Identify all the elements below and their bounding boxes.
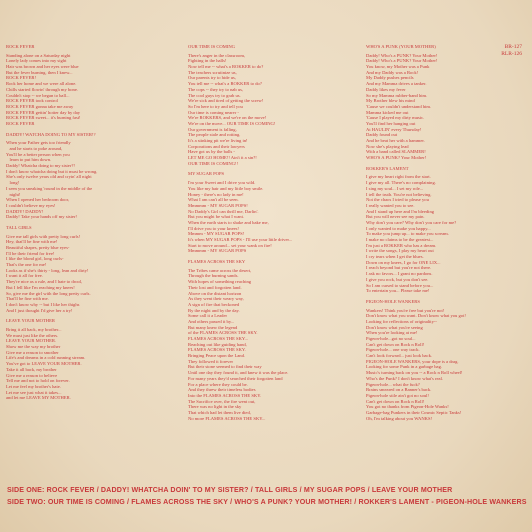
- lyric-line: I make no claims to be the greatest...: [366, 237, 434, 243]
- lyric-line: There was no light in the sky: [188, 404, 242, 410]
- lyric-line: I'm your Sweet and I drive you wild.: [188, 180, 256, 186]
- lyric-line: You like my hair and my little boy smile.: [188, 185, 264, 191]
- lyric-line: I only wanted to make you happy...: [366, 225, 431, 231]
- side-one-tracklist: SIDE ONE: ROCK FEVER / DADDY! WHATCHA DOIN' TO MY SISTER? / TALL GIRLS / MY SUGAR POPS / LEAVE YOUR MOTHER: [7, 486, 453, 494]
- lyric-line: Daddy likes my fever: [366, 86, 406, 92]
- lyric-line: That'll be fine with me.: [6, 296, 49, 302]
- lyric-line: Garbage-bag Punkers in their Cosmic Septic Tanks!: [366, 409, 462, 415]
- lyric-line: Mmmmm - MY SUGAR POPS!: [188, 202, 248, 208]
- lyrics-column-2: [188, 44, 358, 492]
- lyric-line: With hopes of something reaching: [188, 279, 252, 285]
- lyric-line: The cops -- they try to nab us,: [188, 86, 244, 92]
- lyric-line: My Daddy pushes pencils: [366, 75, 414, 81]
- lyric-line: So I'm here to try and tell you: [188, 103, 243, 109]
- lyrics-column-3: [366, 44, 526, 492]
- lyric-line: 'Cause we couldn't understand him.: [366, 103, 432, 109]
- lyric-line: Some call it a Leader: [188, 313, 228, 319]
- lyric-line: Why don't you care? Why don't you care for me?: [366, 219, 457, 225]
- lyric-line: And I stand up here and I'm bleeding: [366, 208, 435, 214]
- lyric-line: Bring it all back, my brother...: [6, 327, 62, 332]
- lyric-line: You'll find her hanging out: [366, 120, 416, 126]
- lyric-line: Hair was brown and her eyes were blue: [6, 64, 79, 70]
- catalog-number: RLR-126: [501, 51, 522, 57]
- lyric-line: PIGEON-HOLE WANKERS, your dope is a drag.: [366, 358, 459, 364]
- lyric-line: You've got to LEAVE YOUR MOTHER.: [6, 361, 82, 367]
- lyric-line: My Brother blew his mind: [366, 98, 415, 104]
- song-title: OUR TIME IS COMING: [188, 44, 236, 49]
- lyric-line: Rock her home and we were all alone.: [6, 81, 77, 87]
- lyric-line: We're sick and tired of getting the screw!: [188, 98, 264, 104]
- lyric-line: You tell me -- what's a ROKKER to do?: [188, 81, 262, 87]
- catalog-number: BR-127: [504, 44, 522, 50]
- song-title: DADDY! WATCHA DOING TO MY SISTER!?: [6, 131, 96, 137]
- lyric-line: But you will never see my pain.: [366, 214, 425, 220]
- lyric-line: The cool guys try to grab us.: [188, 92, 241, 98]
- lyric-line: Pigeon-hole... one way track.: [366, 347, 420, 353]
- lyric-line: And my Mamma drives a tanker.: [366, 81, 427, 87]
- lyric-line: So, give me the girl with the long pretty curls.: [6, 290, 91, 296]
- lyric-line: Above on the distant horizon: [188, 290, 242, 296]
- lyric-line: For a place where they could be.: [188, 381, 248, 387]
- song-title: TALL GIRLS: [6, 224, 32, 230]
- lyric-line: ROCK FEVER took control: [6, 98, 58, 104]
- lyric-line: Give me a reason to believe: [6, 372, 58, 378]
- lyric-line: Daddy! Who's a PUNK? Your Mother!: [366, 52, 438, 58]
- lyric-line: The teachers scrutinize us,: [188, 69, 237, 75]
- lyric-line: Looking for reflections of originality--: [366, 318, 437, 324]
- lyric-line: ROCK FEVER sweet... it's burning fast!: [6, 115, 81, 121]
- lyric-line: LET ME GO HOME!! Ain't it a sin?!: [188, 155, 257, 161]
- lyric-line: Into the FLAMES ACROSS THE SKY.: [188, 392, 262, 398]
- lyric-line: of the FLAMES ACROSS THE SKY.: [188, 330, 258, 336]
- lyric-line: And I just thought I'd give her a try!: [6, 307, 73, 313]
- lyric-line: and he starts to poke around,: [6, 146, 63, 152]
- lyric-line: long!: [6, 180, 20, 186]
- lyric-line: It's a stinking pit we're living in!: [188, 138, 248, 144]
- lyric-line: Give me tall girls with pretty long curls!: [6, 233, 81, 239]
- lyric-line: I give you rock, but you don't see.: [366, 276, 429, 282]
- lyric-line: But the fever burning, then I knew...: [6, 69, 73, 75]
- lyric-line: Our time is coming nearer -: [188, 109, 239, 115]
- lyric-line: Can't look forward... just look back.: [366, 353, 433, 359]
- lyric-line: Beautiful shapes, pretty blue eyes-: [6, 245, 70, 251]
- lyric-line: When I opened her bedroom door,: [6, 197, 70, 203]
- lyric-line: Corporations and their lawyers: [188, 143, 245, 149]
- lyric-line: We're on the move... OUR TIME IS COMING!: [188, 120, 276, 126]
- lyric-line: With a band called SLAMMER!: [366, 149, 426, 155]
- lyric-line: DADDY! DADDY!: [6, 208, 44, 214]
- lyric-line: ROCK FEVER: [6, 120, 35, 126]
- lyric-line: You know, my Mother was a Punk: [366, 64, 430, 70]
- lyric-line: Hey, that'll be fine with me!: [6, 239, 58, 245]
- lyric-line: Can't get down on Rock n Roll!: [366, 398, 425, 404]
- lyric-line: Mmmm - MY SUGAR POPS!: [188, 231, 245, 237]
- lyric-line: ROCK FEVER gettin' hotter day by day: [6, 109, 81, 115]
- lyric-line: OUR TIME IS COMING!!: [188, 160, 239, 166]
- lyric-line: I couldn't believe my eyes!: [6, 202, 56, 208]
- lyric-line: You got no thanks from Pigeon-Hole Wanks!: [366, 404, 449, 410]
- lyric-line: You'll be a better person when you: [6, 151, 70, 157]
- lyric-line: Couldn't stop -- we began to ball...: [6, 92, 70, 98]
- lyric-line: Our government is falling,: [188, 126, 237, 132]
- lyric-line: ROCK FEVER gonna take me away: [6, 103, 74, 109]
- lyric-line: Pigeon-hole stile ain't got no soul!: [366, 392, 429, 398]
- lyric-line: The Tribes came across the desert,: [188, 267, 252, 273]
- lyric-line: Can't get down on Rock n Roll!: [366, 341, 425, 347]
- lyric-line: Reaching out like guiding hand,: [188, 341, 247, 347]
- lyric-line: That which had let them live died,: [188, 409, 251, 415]
- lyric-line: At HAULIN' every Thursday!: [366, 126, 422, 132]
- lyric-line: I tell the truth. You're not believing.: [366, 191, 432, 197]
- lyric-line: 'Cause I played my dirty music.: [366, 115, 425, 121]
- lyric-line: Honey - there's no lady in me!: [188, 191, 244, 197]
- lyric-line: But you might be what I want.: [188, 214, 245, 220]
- lyric-line: And others passed it by...: [188, 318, 235, 324]
- lyric-line: Brains smeared on a Banner's back.: [366, 387, 432, 393]
- lyric-line: Down on my knees, I go for ONE LIX...: [366, 259, 441, 265]
- song-title: MY SUGAR POPS: [188, 171, 225, 177]
- lyric-line: Who's the Punk? I don't know what's real.: [366, 375, 443, 381]
- lyric-line: Don't know what you want. Don't know what you got!: [366, 313, 466, 319]
- lyric-line: Have got us by the balls -: [188, 149, 235, 155]
- lyric-line: The Sacrifice over, the fire went out,: [188, 398, 256, 404]
- lyric-line: When the earth starts to shake and bake me,: [188, 219, 269, 225]
- lyric-line: Start to move around... set your wank on fire!: [188, 242, 272, 248]
- lyric-line: Wankers! Think you're free but you're not!: [366, 307, 445, 313]
- lyric-line: night!: [6, 191, 21, 197]
- lyric-line: I want it all for free.: [6, 273, 43, 279]
- lyric-line: What I am can't all be seen.: [188, 197, 239, 203]
- lyric-line: Oh, I'm talking about you WANKS!: [366, 415, 433, 421]
- lyric-line: It's when MY SUGAR POPS - I'll use your little driver...: [188, 237, 293, 243]
- lyric-line: Let me feel my brother's hate.: [6, 383, 61, 389]
- lyric-line: Daddy found out: [366, 132, 398, 138]
- lyric-line: Pigeon-hole...got no soul...: [366, 336, 416, 342]
- lyric-line: Now tell me -- what's a ROKKER to do?: [188, 64, 264, 70]
- lyric-line: Looking for some Punk in a garbage bag.: [366, 364, 443, 370]
- song-title: PIGEON-HOLE WANKERS: [366, 298, 420, 304]
- lyric-line: I sing my soul... I set my role...: [366, 185, 424, 191]
- lyric-line: The people stale and rotting.: [188, 132, 241, 138]
- lyric-line: Mamma kicked me out: [366, 109, 409, 115]
- lyric-line: Looks as if she's thirty - long, lean and dirty!: [6, 267, 89, 273]
- lyric-line: To make you jump up... to make you scream.: [366, 231, 449, 237]
- lyric-line: She's only twelve years old and cryin' all night: [6, 174, 92, 180]
- lyric-line: We're ROKKERS, and we're on the move!: [188, 115, 267, 121]
- lyric-line: Bringing Peace upon the Land.: [188, 353, 246, 359]
- lyric-line: I don't know why -- but I like her thighs: [6, 301, 80, 307]
- lyrics-column-1: [6, 44, 172, 482]
- lyric-line: Take it all back, my brother: [6, 366, 57, 372]
- lyric-line: FLAMES ACROSS THE SKY.: [188, 347, 246, 353]
- lyric-line: For many years they'd searched their forgotten land: [188, 375, 283, 381]
- lyric-line: But I fell like I'm reaching my knees!: [6, 284, 75, 290]
- lyric-line: Standing alone on a Saturday night: [6, 52, 71, 58]
- lyric-line: But their stone seemed to find their way: [188, 364, 262, 370]
- lyric-line: and let me LEAVE MY MOTHER.: [6, 395, 71, 401]
- lyric-line: Tell me and not to hold on forever.: [6, 378, 70, 384]
- lyric-line: I give my all. There's no complaining.: [366, 180, 436, 186]
- lyric-line: By the night and by the day.: [188, 307, 240, 313]
- lyric-line: They're nice as a rule, and I hate to drool,: [6, 279, 83, 285]
- lyric-line: Daddy! Take your hands off my sister!: [6, 214, 77, 220]
- lyric-line: WHO'S A PUNK? Your Mother!: [366, 155, 427, 161]
- lyric-line: I ask no favors... I grant no pardons.: [366, 271, 433, 277]
- lyric-line: But many knew the legend: [188, 324, 238, 330]
- lyric-line: Lonely lady comes into my sight: [6, 58, 67, 64]
- lyric-line: We must just like the others.: [6, 332, 59, 338]
- lyric-line: I really wanted you to see.: [366, 202, 415, 208]
- side-two-tracklist: SIDE TWO: OUR TIME IS COMING / FLAMES ACROSS THE SKY / WHO'S A PUNK? YOUR MOTHER! / ROKKER'S LAMENT - PIGEON-HOLE WANKERS: [7, 498, 527, 506]
- lyric-line: I write the songs, I play my heart out: [366, 248, 434, 254]
- lyric-line: I reach beyond but you're not there.: [366, 265, 432, 271]
- lyric-line: FLAMES ACROSS THE SKY...: [188, 336, 249, 342]
- lyric-line: They followed it forever: [188, 358, 234, 364]
- lyric-line: A sign of fire that beckoned: [188, 301, 240, 307]
- tracklist: [7, 484, 527, 508]
- lyric-line: When you're looking at me!: [366, 330, 418, 336]
- lyric-line: And my Daddy was a Rock!: [366, 69, 419, 75]
- lyric-line: Now she's playing lead: [366, 143, 409, 149]
- lyric-line: Don't know what you're seeing: [366, 324, 423, 330]
- lyric-line: Daddy! Whatcha doing to my sister?!: [6, 163, 75, 169]
- lyric-line: Music's turning back on you -- a Rock n Roll wheel!: [366, 370, 463, 376]
- lyric-line: Not the chaos I tried to please you: [366, 197, 429, 203]
- lyric-line: No Daddy's Girl can thrill me, Darlin'.: [188, 208, 259, 214]
- lyric-line: I seen you sneaking 'round in the middle of the: [6, 185, 93, 191]
- lyric-line: Life's and dreams in a cold running stream.: [6, 355, 86, 361]
- lyric-line: Fighting in the halls!: [188, 58, 227, 64]
- lyric-line: I like the blond girl, long curls-: [6, 256, 64, 262]
- lyric-line: ROCK FEVER!: [6, 75, 36, 81]
- lyric-line: learn to put him down.: [6, 157, 52, 163]
- song-title: WHO'S A PUNK (YOUR MOTHER): [366, 44, 436, 49]
- lyric-line: Until one day they found it, and knew it was the place.: [188, 370, 289, 376]
- lyric-line: Chills started flowin' through my bone.: [6, 86, 79, 92]
- lyric-line: I'm just a ROKKER who has a dream.: [366, 242, 437, 248]
- lyric-line: That's the one for me!: [6, 262, 47, 268]
- lyric-line: And he beat her with a hammer.: [366, 138, 425, 144]
- lyric-line: Give me a reason to smother: [6, 349, 59, 355]
- lyric-line: Their lost and forgotten land.: [188, 284, 242, 290]
- lyric-line: So I am cursed to stand before you...: [366, 282, 434, 288]
- song-title: LEAVE YOUR MOTHER: [6, 318, 55, 324]
- lyric-line: I give my heart right from the start.: [366, 174, 431, 180]
- lyric-line: Mmmmm - MY SUGAR POPS: [188, 248, 247, 254]
- lyric-line: No more FLAMES ACROSS THE SKY...: [188, 415, 266, 421]
- lyric-line: There's anger in the classroom,: [188, 52, 246, 58]
- lyric-line: As they went their weary way,: [188, 296, 244, 302]
- lyric-line: Through the burning sands.: [188, 273, 239, 279]
- lyric-line: I'll be their friend for free!: [6, 250, 55, 256]
- lyric-line: When your Father gets too friendly: [6, 140, 71, 146]
- song-title: ROCK FEVER: [6, 44, 35, 49]
- lyric-line: Let me see just what it takes...: [6, 389, 62, 395]
- lyric-line: So my Mamma rubber-band him.: [366, 92, 428, 98]
- lyric-line: Show me the way my brother: [6, 344, 61, 350]
- lyric-line: To entertain you... Please take me!: [366, 288, 430, 294]
- song-title: FLAMES ACROSS THE SKY: [188, 259, 246, 265]
- lyric-line: I don't know whatcha doing but it must be wrong.: [6, 168, 98, 174]
- lyric-line: And they threw their timeless bodies: [188, 387, 256, 393]
- song-title: ROKKER'S LAMENT: [366, 165, 409, 171]
- lyric-line: Our parents try to hide us,: [188, 75, 236, 81]
- lyric-line: LEAVE YOUR MOTHER.: [6, 338, 57, 344]
- lyric-line: I cry tears when I get the blues.: [366, 254, 424, 260]
- lyric-line: Daddy! Who's a PUNK? Your Mother!: [366, 58, 438, 64]
- lyric-line: I'll drive you to your knees!: [188, 225, 239, 231]
- lyric-line: Pigeon-hole... what the fuck?: [366, 381, 420, 387]
